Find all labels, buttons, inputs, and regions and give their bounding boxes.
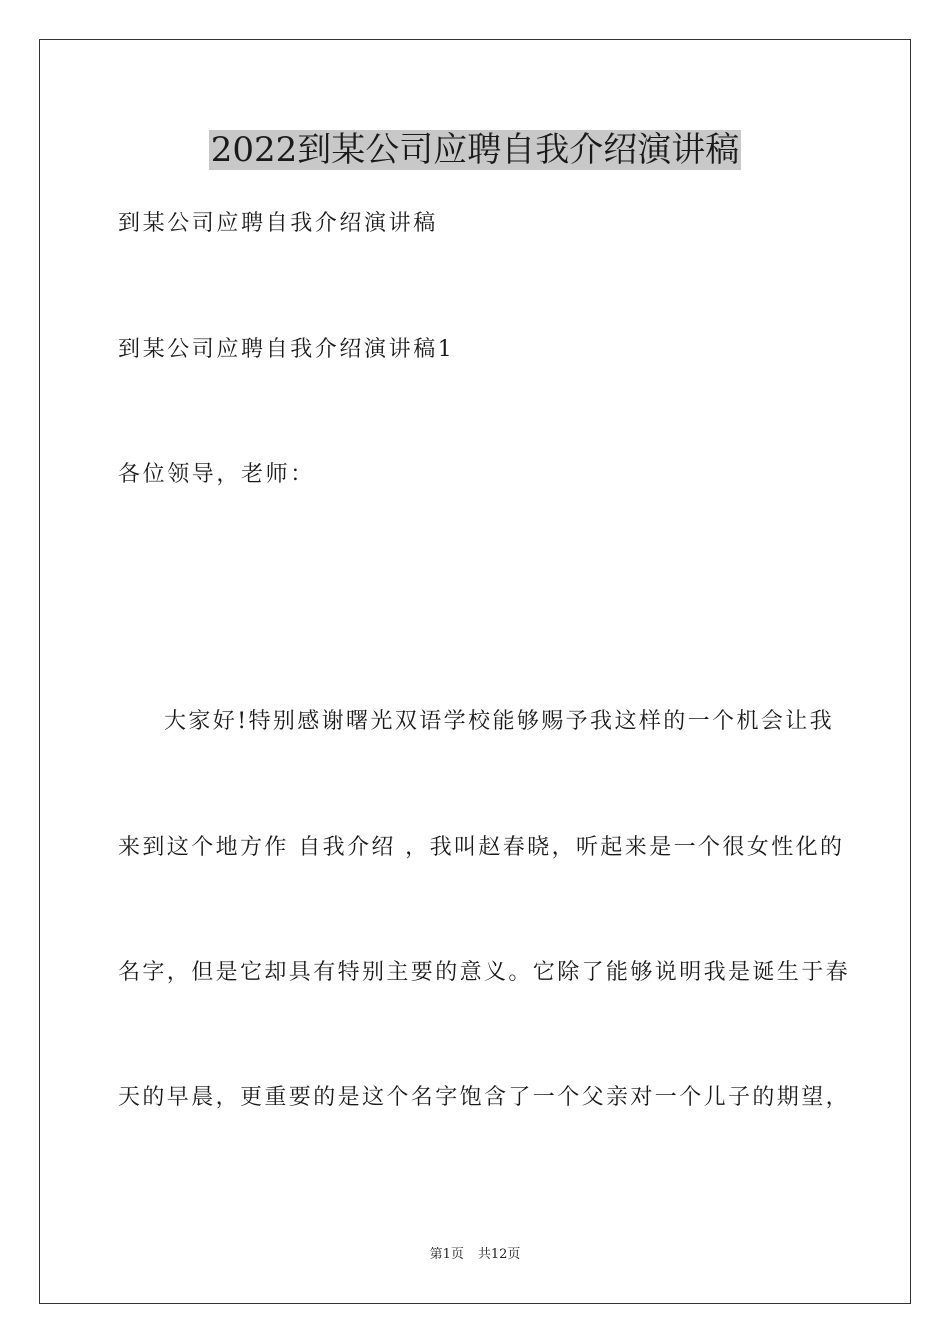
page-number: 第1页 bbox=[429, 1247, 464, 1262]
document-title bbox=[0, 126, 950, 174]
page-footer bbox=[0, 1246, 950, 1264]
body-line: 大家好!特别感谢曙光双语学校能够赐予我这样的一个机会让我 bbox=[164, 709, 835, 734]
page-total: 共12页 bbox=[477, 1247, 521, 1262]
body-line: 天的早晨，更重要的是这个名字饱含了一个父亲对一个儿子的期望， bbox=[118, 1085, 851, 1110]
greeting-line: 各位领导，老师： bbox=[118, 462, 315, 487]
section-heading: 到某公司应聘自我介绍演讲稿1 bbox=[118, 337, 455, 362]
document-subtitle: 到某公司应聘自我介绍演讲稿 bbox=[118, 211, 438, 236]
document-title-text: 2022到某公司应聘自我介绍演讲稿 bbox=[210, 130, 740, 170]
body-line: 来到这个地方作 自我介绍 ，我叫赵春晓，听起来是一个很女性化的 bbox=[118, 835, 845, 860]
body-line: 名字，但是它却具有特别主要的意义。它除了能够说明我是诞生于春 bbox=[118, 960, 851, 985]
